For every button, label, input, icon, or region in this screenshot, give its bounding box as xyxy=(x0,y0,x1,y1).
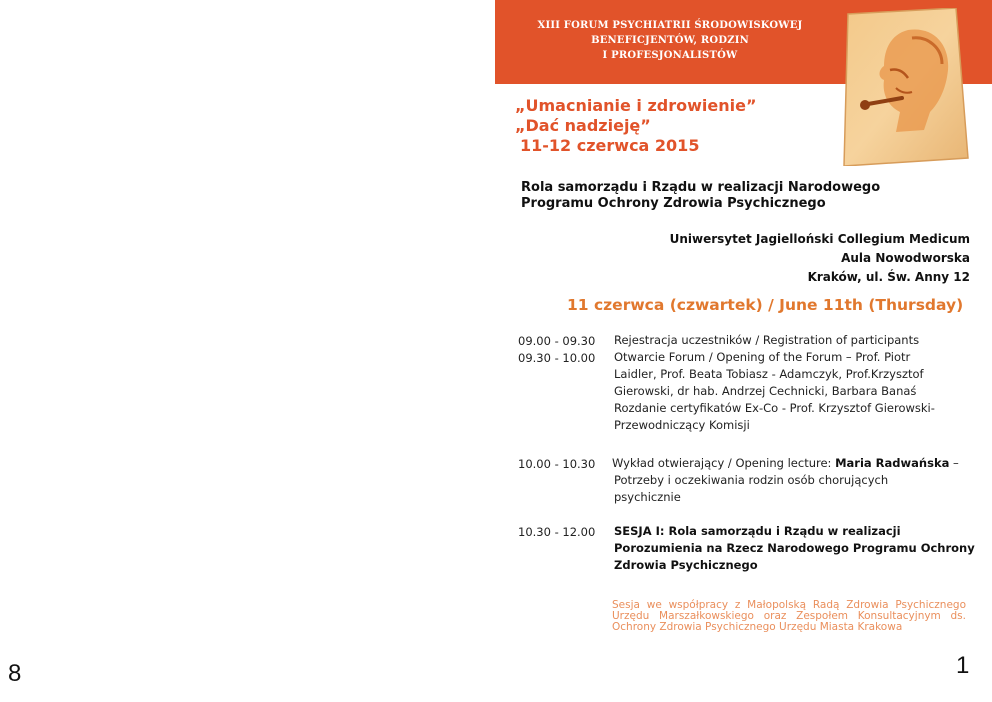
schedule-time: 10.00 - 10.30 xyxy=(518,457,596,471)
forum-title xyxy=(520,18,820,63)
speaker-name: Maria Radwańska xyxy=(835,456,950,470)
schedule-line: Otwarcie Forum / Opening of the Forum – Prof. Piotr xyxy=(614,350,911,364)
schedule-description xyxy=(614,332,919,349)
schedule-line: Potrzeby i oczekiwania rodzin osób chorujących xyxy=(614,473,889,487)
schedule-line: Gierowski, dr hab. Andrzej Cechnicki, Barbara Banaś xyxy=(614,384,917,398)
schedule-time: 09.30 - 10.00 xyxy=(518,351,596,365)
venue-line: Kraków, ul. Św. Anny 12 xyxy=(807,270,970,284)
forum-title-line: BENEFICJENTÓW, RODZIN xyxy=(591,35,749,46)
schedule-line: Rejestracja uczestników / Registration of participants xyxy=(614,333,920,347)
lecture-label: Wykład otwierający / Opening lecture: xyxy=(612,456,836,470)
forum-title-line: I PROFESJONALISTÓW xyxy=(602,50,738,61)
event-date: 11-12 czerwca 2015 xyxy=(520,136,700,155)
conference-subtitle xyxy=(521,180,881,212)
schedule-line: Przewodniczący Komisji xyxy=(614,418,750,432)
page-number-left: 8 xyxy=(8,660,22,687)
subtitle-line: Rola samorządu i Rządu w realizacji Narodowego xyxy=(521,180,881,195)
schedule-time: 10.30 - 12.00 xyxy=(518,525,596,539)
event-title-line: „Umacnianie i zdrowienie” xyxy=(515,96,757,115)
lecture-dash: – xyxy=(949,456,959,470)
schedule-description xyxy=(612,455,959,506)
portrait-image xyxy=(838,8,970,166)
schedule-line: Zdrowia Psychicznego xyxy=(614,558,758,572)
schedule-line: psychicznie xyxy=(614,490,681,504)
session-note: Sesja we współpracy z Małopolską Radą Zdrowia Psychicznego Urzędu Marszałkowskiego oraz Zespołem Konsultacyjnym ds. Ochrony Zdrowia Psychicznego Urzędu Miasta Krakowa xyxy=(612,599,966,633)
venue-block xyxy=(670,230,970,287)
venue-line: Uniwersytet Jagielloński Collegium Medicum xyxy=(669,232,970,246)
venue-line: Aula Nowodworska xyxy=(841,251,970,265)
schedule-description xyxy=(614,523,975,574)
schedule-line: Laidler, Prof. Beata Tobiasz - Adamczyk, Prof.Krzysztof xyxy=(614,367,924,381)
schedule-line: Rozdanie certyfikatów Ex-Co - Prof. Krzysztof Gierowski- xyxy=(614,401,935,415)
schedule-line: Porozumienia na Rzecz Narodowego Programu Ochrony xyxy=(614,541,975,555)
event-title-line: „Dać nadzieję” xyxy=(515,116,651,135)
subtitle-line: Programu Ochrony Zdrowia Psychicznego xyxy=(521,196,826,211)
page-number-right: 1 xyxy=(956,652,970,679)
forum-title-line: XIII FORUM PSYCHIATRII ŚRODOWISKOWEJ xyxy=(537,20,803,31)
day-header: 11 czerwca (czwartek) / June 11th (Thursday) xyxy=(567,296,964,314)
schedule-time: 09.00 - 09.30 xyxy=(518,334,596,348)
schedule-line xyxy=(612,455,959,472)
schedule-description xyxy=(614,349,935,434)
schedule-line: SESJA I: Rola samorządu i Rządu w realizacji xyxy=(614,524,901,538)
